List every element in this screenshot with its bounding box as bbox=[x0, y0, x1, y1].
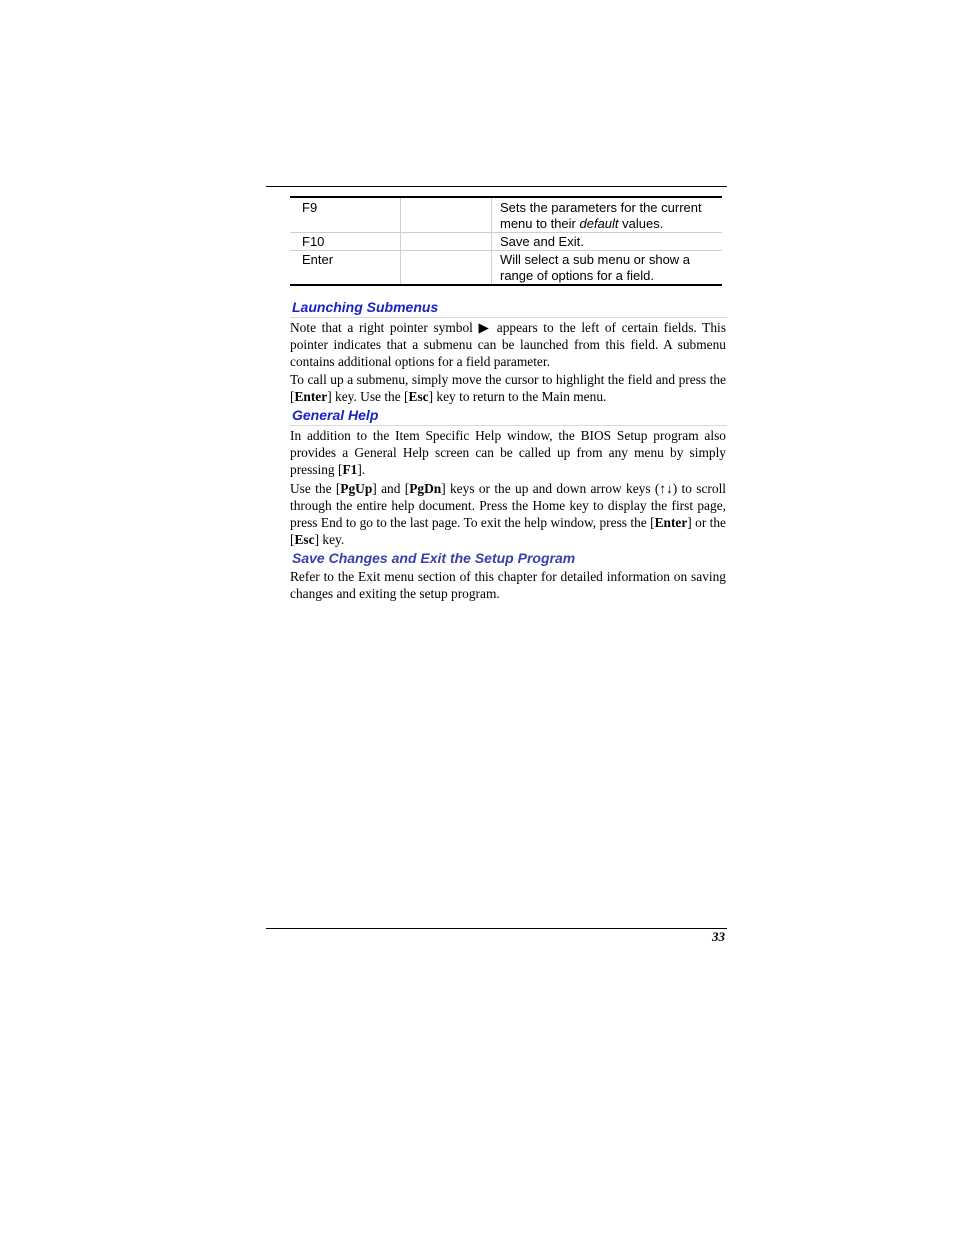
right-pointer-icon: ▶ bbox=[478, 320, 492, 335]
heading-save-exit: Save Changes and Exit the Setup Program bbox=[292, 550, 576, 566]
paragraph: Refer to the Exit menu section of this chapter for detailed information on saving changes and exiting the setup program. bbox=[290, 569, 726, 601]
footer-rule bbox=[266, 928, 727, 929]
header-rule bbox=[266, 186, 727, 187]
key-cell: F9 bbox=[290, 197, 401, 233]
table-row bbox=[290, 251, 722, 286]
paragraph: Note that a right pointer symbol ▶ appears to the left of certain fields. This pointer indicates that a submenu can be launched from this field. A submenu contains additional options for a field parameter. bbox=[290, 320, 726, 369]
heading-underline bbox=[290, 317, 727, 318]
page-number: 33 bbox=[712, 929, 725, 944]
function-cell bbox=[401, 251, 492, 286]
arrow-keys-icon: ↑↓ bbox=[659, 481, 673, 496]
description-cell: Will select a sub menu or show a range of options for a field. bbox=[492, 251, 723, 286]
key-cell: Enter bbox=[290, 251, 401, 286]
function-cell bbox=[401, 197, 492, 233]
emphasis-text: default bbox=[579, 216, 619, 231]
function-key-table bbox=[290, 196, 722, 286]
heading-underline bbox=[290, 425, 727, 426]
key-cell: F10 bbox=[290, 233, 401, 251]
table-row bbox=[290, 233, 722, 251]
paragraph: In addition to the Item Specific Help window, the BIOS Setup program also provides a General Help screen can be called up from any menu by simply pressing [F1]. bbox=[290, 428, 726, 477]
heading-general-help: General Help bbox=[292, 407, 379, 423]
paragraph: Use the [PgUp] and [PgDn] keys or the up and down arrow keys (↑↓) to scroll through the entire help document. Press the Home key to display the first page, press End to go to the last page. To exit the help window, press the [Enter] or the [Esc] key. bbox=[290, 481, 727, 547]
table-row bbox=[290, 197, 722, 233]
description-cell: Sets the parameters for the current menu to their default values. bbox=[492, 197, 723, 233]
paragraph: To call up a submenu, simply move the cursor to highlight the field and press the [Enter] key. Use the [Esc] key to return to the Main menu. bbox=[290, 372, 726, 404]
heading-launching-submenus: Launching Submenus bbox=[292, 299, 439, 315]
function-cell bbox=[401, 233, 492, 251]
description-cell: Save and Exit. bbox=[492, 233, 723, 251]
